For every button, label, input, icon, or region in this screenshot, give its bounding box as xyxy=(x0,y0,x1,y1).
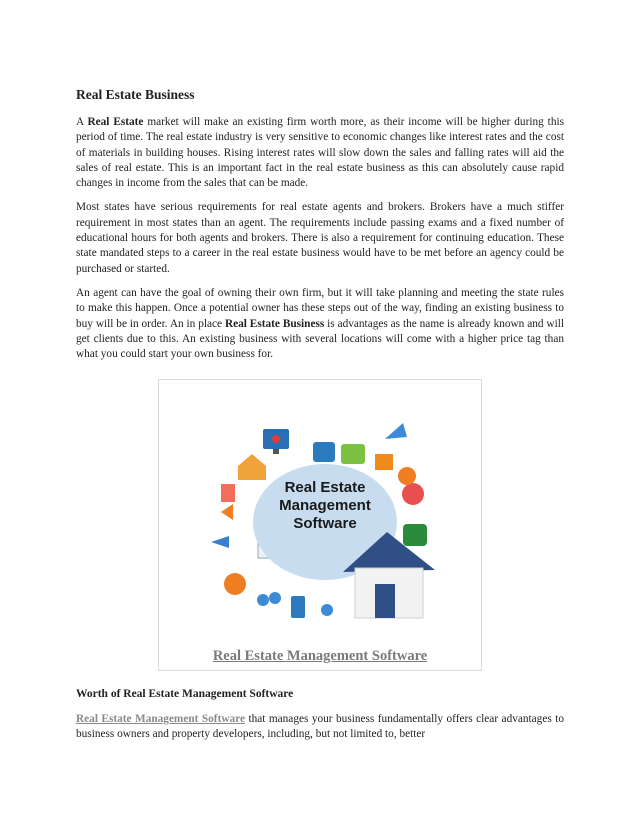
center-line-1: Real Estate xyxy=(284,479,366,496)
section-2-paragraph xyxy=(76,712,564,743)
pin-icon xyxy=(321,604,333,616)
software-figure xyxy=(158,379,482,671)
handshake-icon xyxy=(224,573,246,595)
lock-icon xyxy=(272,435,280,443)
shield-icon xyxy=(313,442,335,462)
p3-text-start: An agent can have the goal of owning their own firm, but it will take planning and meeting the state rules to make this happen. Once a potential owner has these steps out of the way, finding an existing business to buy will be in order. An in place xyxy=(76,286,564,330)
arrow-up-icon xyxy=(385,423,407,439)
p3-text-rest: is advantages as the name is already known and will get clients due to this. An existing business with several locations will come with a higher price tag than what you could start your own business for. xyxy=(76,317,564,361)
megaphone-icon xyxy=(211,536,229,548)
bulb-icon xyxy=(398,467,416,485)
chart-icon xyxy=(375,454,393,470)
house-icon xyxy=(238,454,266,480)
p1-bold-term: Real Estate xyxy=(87,116,144,128)
mobile-icon xyxy=(291,596,305,618)
figure-caption: Real Estate Management Software xyxy=(212,648,428,664)
paragraph-3 xyxy=(76,286,564,362)
house-door xyxy=(375,584,395,618)
paragraph-1 xyxy=(76,115,564,191)
section-2 xyxy=(76,687,564,752)
article-body xyxy=(76,86,564,371)
folder-icon xyxy=(221,484,235,502)
p1-text-start: A xyxy=(76,116,88,128)
software-link[interactable]: Real Estate Management Software xyxy=(76,713,245,725)
people-icon xyxy=(257,594,269,606)
section-2-text: that manages your business fundamentally offers clear advantages to business owners and property developers, including, but not limited to, better xyxy=(76,713,564,741)
p3-bold-term: Real Estate Business xyxy=(224,317,325,330)
software-illustration xyxy=(163,384,477,642)
question-icon xyxy=(402,483,424,505)
paragraph-2: Most states have serious requirements for real estate agents and brokers. Brokers have a much stiffer requirement in most states than an agent. The requirements include passing exams and a fixed number of educational hours for both agents and brokers. There is also a requirement for continuing education. These state mandated steps to a career in the real estate business would have to be met before an agency could be purchased or started. xyxy=(76,201,564,275)
p1-text-rest: market will make an existing firm worth more, as their income will be higher during this period of time. The real estate industry is very sensitive to economic changes like interest rates and the cost of materials in building houses. Rising interest rates will slow down the sales and falling rates will aid the sales of real estate. This is an important fact in the real estate business as this can absolutely cause rapid changes in income from the sales that can be made. xyxy=(76,116,564,190)
phone-icon xyxy=(403,524,427,546)
center-line-3: Software xyxy=(293,515,357,532)
section-2-heading: Worth of Real Estate Management Software xyxy=(76,688,294,700)
share-icon xyxy=(221,504,233,520)
money-icon xyxy=(341,444,365,464)
article-heading: Real Estate Business xyxy=(76,87,195,102)
center-line-2: Management xyxy=(279,497,371,514)
